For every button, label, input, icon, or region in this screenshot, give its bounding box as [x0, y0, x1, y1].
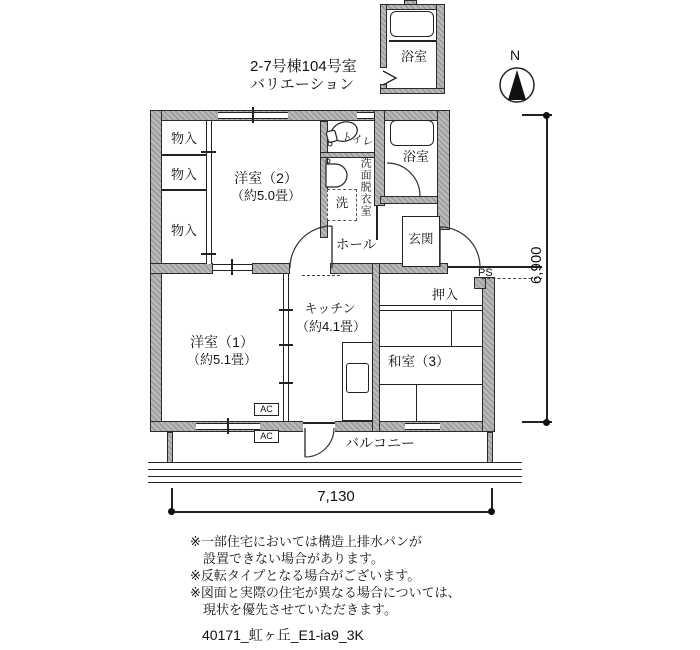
- room-label-kitchen: キッチン: [304, 301, 356, 316]
- ac-label: AC: [260, 431, 273, 441]
- plan-title-line1: 2-7号棟104号室: [250, 58, 357, 75]
- dimension-dot: [488, 508, 495, 515]
- room-label-toilet: トイレ: [340, 130, 375, 150]
- room-label-entrance: 玄関: [408, 232, 434, 246]
- dimension-width-value: 7,130: [317, 488, 355, 505]
- folding-door: [383, 71, 396, 85]
- note-line: 現状を優先させていただきます。: [190, 602, 397, 617]
- dimension-height-value: 6,900: [527, 246, 545, 285]
- door-arc: [387, 163, 420, 196]
- door-arc: [440, 227, 480, 267]
- compass-needle: [508, 70, 526, 100]
- door-arc: [305, 428, 334, 457]
- room-label-closet3: 物入: [170, 223, 197, 238]
- room-size-kitchen: （約4.1畳）: [295, 319, 367, 334]
- dimension-line-horizontal: [172, 511, 492, 513]
- note-line: ※反転タイプとなる場合がございます。: [190, 568, 421, 583]
- note-line: 設置できない場合があります。: [190, 551, 384, 566]
- dimension-dot: [168, 508, 175, 515]
- washbasin: [326, 164, 347, 187]
- note-line: ※一部住宅においては構造上排水パンが: [190, 534, 422, 549]
- room-label-hall: ホール: [335, 237, 377, 252]
- room-label-balcony: バルコニー: [345, 435, 415, 451]
- room-label-ps: PS: [478, 267, 493, 279]
- ac-label: AC: [260, 404, 273, 414]
- room-label-western1: 洋室（1）: [190, 334, 254, 350]
- inset-bath-label: 浴室: [400, 49, 427, 64]
- room-label-washroom: 洗面脱衣室: [359, 157, 372, 217]
- room-label-western2: 洋室（2）: [234, 170, 298, 186]
- room-size-western1: （約5.1畳）: [186, 352, 258, 367]
- dimension-dot: [543, 419, 550, 426]
- faucet-dot: [326, 159, 330, 163]
- room-label-closet2: 物入: [170, 167, 197, 182]
- room-label-oshiire: 押入: [431, 287, 458, 302]
- door-arc: [290, 226, 332, 268]
- room-size-western2: （約5.0畳）: [230, 188, 302, 203]
- dimension-dot: [543, 112, 550, 119]
- file-id: 40171_虹ヶ丘_E1-ia9_3K: [202, 627, 364, 643]
- north-label: N: [510, 47, 521, 63]
- plan-title-line2: バリエーション: [250, 76, 355, 93]
- room-label-washitsu3: 和室（3）: [388, 354, 450, 369]
- room-label-washer: 洗: [335, 196, 349, 210]
- room-label-bath: 浴室: [402, 149, 429, 164]
- dimension-line-vertical: [546, 115, 548, 423]
- room-label-closet1: 物入: [170, 131, 197, 146]
- note-line: ※図面と実際の住宅が異なる場合については、: [190, 585, 461, 600]
